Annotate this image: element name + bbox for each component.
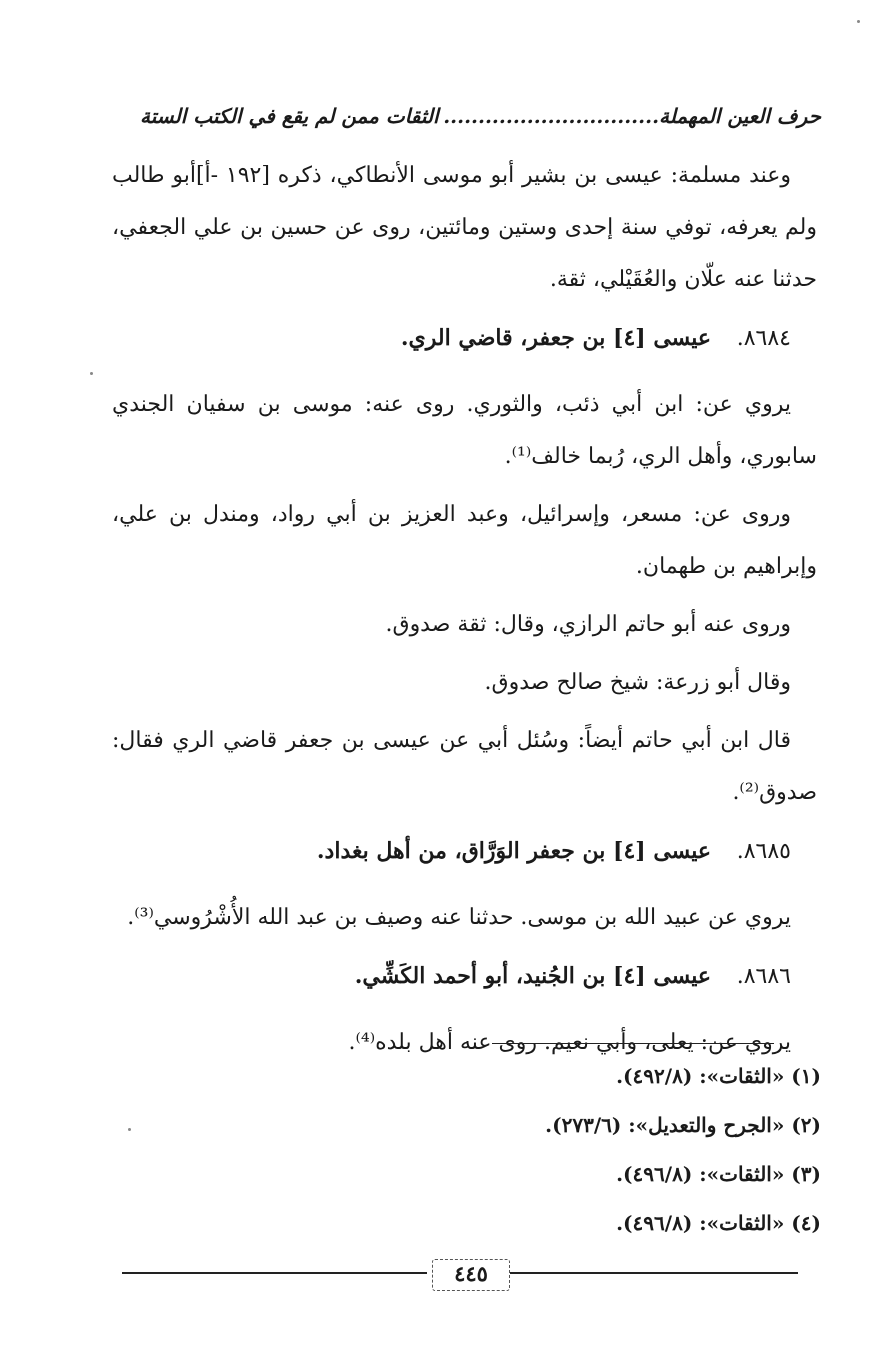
entry-heading: [112, 312, 817, 365]
scan-speck: [128, 1128, 131, 1131]
header-chapter: [443, 104, 821, 128]
paragraph: وروى عنه أبو حاتم الرازي، وقال: ثقة صدوق.: [385, 612, 791, 637]
header-dots: ..............................: [443, 104, 653, 128]
entry-heading: [112, 950, 817, 1003]
footnote: (١) «الثقات»: (٤٩٢/٨).: [616, 1064, 821, 1088]
paragraph: يروي عن: ابن أبي ذئب، والثوري. روى عنه: موسى بن سفيان الجندي سابوري، وأهل الري، رُبما خالف⁽¹⁾.: [112, 392, 817, 469]
footer-rule-left: [122, 1272, 427, 1274]
entry-heading: [112, 825, 817, 878]
entry-title: عيسى [٤] بن الجُنيد، أبو أحمد الكَشِّي.: [354, 963, 712, 989]
paragraph: يروي عن عبيد الله بن موسى. حدثنا عنه وصيف بن عبد الله الأُشْرُوسي⁽³⁾.: [127, 905, 791, 930]
main-text: [112, 150, 817, 1075]
entry-title: عيسى [٤] بن جعفر الوَرَّاق، من أهل بغداد.: [316, 838, 712, 864]
header-book-title: الثقات ممن لم يقع في الكتب الستة: [140, 104, 439, 128]
scan-speck: [857, 20, 860, 23]
paragraph: يروي عن: يعلى، وأبي نعيم. روى عنه أهل بلده⁽⁴⁾.: [348, 1030, 791, 1055]
paragraph: وروى عن: مسعر، وإسرائيل، وعبد العزيز بن أبي رواد، ومندل بن علي، وإبراهيم بن طهمان.: [112, 502, 817, 579]
scan-speck: [90, 372, 93, 375]
entry-number: ٨٦٨٦.: [736, 964, 791, 989]
entry-number: ٨٦٨٤.: [736, 326, 791, 351]
footnote: (٢) «الجرح والتعديل»: (٢٧٣/٦).: [545, 1113, 821, 1137]
footnote: (٤) «الثقات»: (٤٩٦/٨).: [616, 1211, 821, 1235]
page-number: ٤٤٥: [432, 1259, 510, 1291]
entry-title: عيسى [٤] بن جعفر، قاضي الري.: [400, 325, 712, 351]
header-chapter-text: حرف العين المهملة.: [652, 104, 821, 128]
footnote: (٣) «الثقات»: (٤٩٦/٨).: [616, 1162, 821, 1186]
paragraph: قال ابن أبي حاتم أيضاً: وسُئل أبي عن عيسى بن جعفر قاضي الري فقال: صدوق⁽²⁾.: [112, 728, 817, 805]
footer-rule-right: [510, 1272, 798, 1274]
entry-number: ٨٦٨٥.: [736, 839, 791, 864]
footnote-separator: [492, 1043, 774, 1044]
paragraph: وعند مسلمة: عيسى بن بشير أبو موسى الأنطاكي، ذكره [١٩٢ -أ]أبو طالب ولم يعرفه، توفي سنة إحدى وستين ومائتين، روى عن حسين بن علي الجعفي، حدثنا عنه علّان والعُقَيْلي، ثقة.: [112, 163, 817, 292]
running-header: [140, 104, 821, 140]
paragraph: وقال أبو زرعة: شيخ صالح صدوق.: [484, 670, 791, 695]
footnotes: [545, 1052, 821, 1248]
